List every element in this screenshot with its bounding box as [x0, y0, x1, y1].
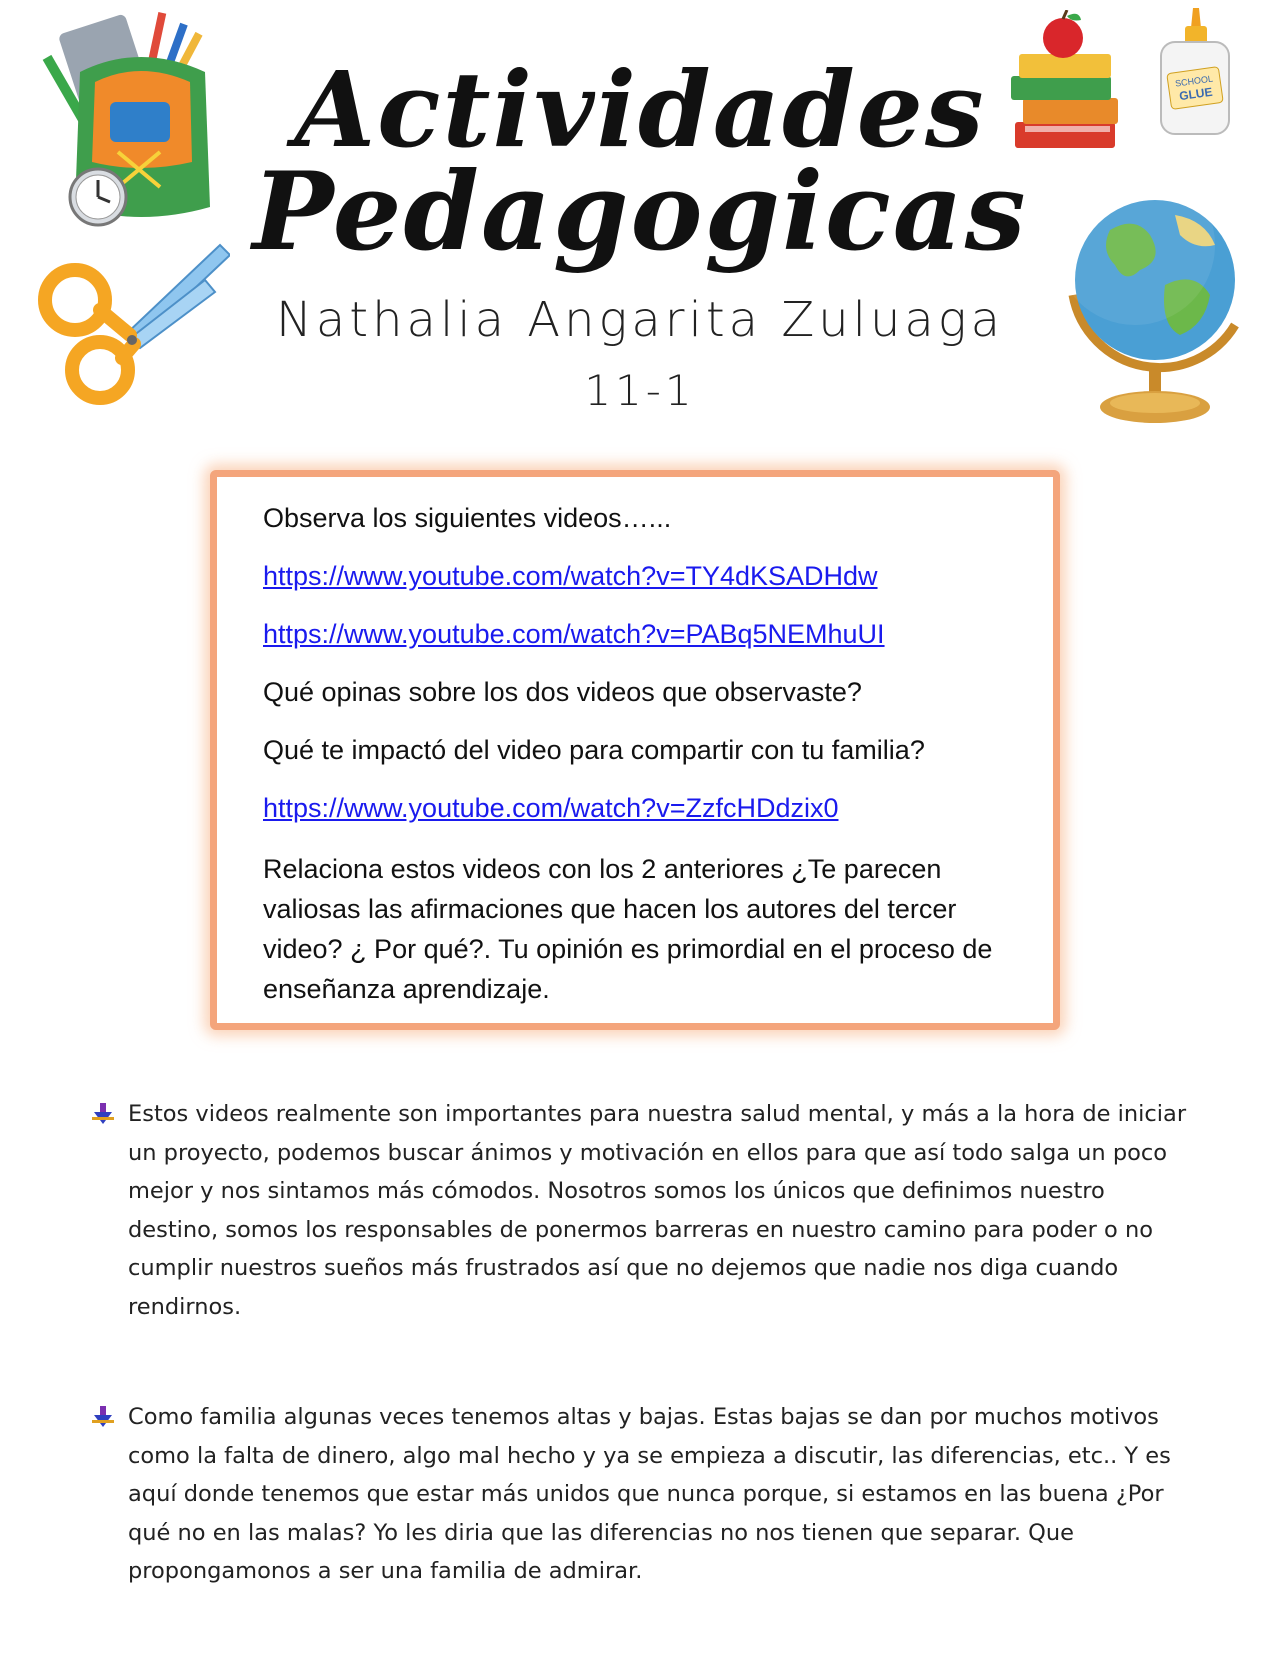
video-link-1[interactable]: https://www.youtube.com/watch?v=TY4dKSADHdw — [263, 561, 878, 591]
assignment-box — [210, 470, 1060, 1030]
answer-text: Estos videos realmente son importantes para nuestra salud mental, y más a la hora de iniciar un proyecto, podemos buscar ánimos y motivación en ellos para que así todo salga un poco mejor y nos sintamos más cómodos. Nosotros somos los únicos que definimos nuestro destino, somos los responsables de ponermos barreras en nuestro camino para poder o no cumplir nuestros sueños más frustrados así que no dejemos que nadie nos diga cuando rendirnos. — [128, 1101, 1187, 1320]
grade-label: 11-1 — [584, 366, 696, 415]
answer-item — [92, 1398, 1192, 1591]
arrow-bullet-icon — [92, 1103, 114, 1125]
page-title-line-1: Actividades — [294, 48, 986, 171]
answer-item — [92, 1095, 1192, 1326]
question-3: Relaciona estos videos con los 2 anteriores ¿Te parecen valiosas las afirmaciones que hacen los autores del tercer video? ¿ Por qué?. Tu opinión es primordial en el proceso de enseñanza aprendizaje. — [263, 854, 993, 1004]
question-2: Qué te impactó del video para compartir con tu familia? — [263, 735, 925, 765]
author-name: Nathalia Angarita Zuluaga — [275, 292, 1005, 348]
glue-label-2: GLUE — [1178, 84, 1214, 104]
page-title-line-2: Pedagogicas — [252, 149, 1028, 275]
video-link-3[interactable]: https://www.youtube.com/watch?v=ZzfcHDdzix0 — [263, 793, 839, 823]
answer-text: Como familia algunas veces tenemos altas y bajas. Estas bajas se dan por muchos motivos como la falta de dinero, algo mal hecho y ya se empieza a discutir, las diferencias, etc.. Y es aquí donde tenemos que estar más unidos que nunca porque, si estamos en las buena ¿Por qué no en las malas? Yo les diria que las diferencias no nos tienen que separar. Que propongamonos a ser una familia de admirar. — [128, 1404, 1171, 1584]
glue-label-1: SCHOOL — [1174, 73, 1214, 89]
assignment-intro: Observa los siguientes videos…... — [263, 503, 672, 533]
question-1: Qué opinas sobre los dos videos que observaste? — [263, 677, 862, 707]
arrow-bullet-icon — [92, 1406, 114, 1428]
video-link-2[interactable]: https://www.youtube.com/watch?v=PABq5NEMhuUI — [263, 619, 885, 649]
answers-list — [92, 1095, 1192, 1591]
